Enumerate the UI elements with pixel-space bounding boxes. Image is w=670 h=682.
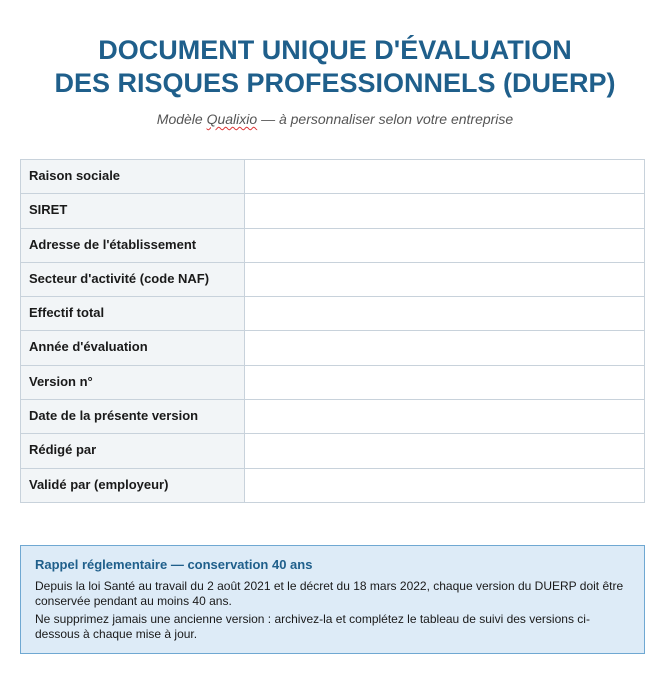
notice-title: Rappel réglementaire — conservation 40 ans	[35, 557, 313, 572]
subtitle-suffix: — à personnaliser selon votre entreprise	[257, 111, 514, 127]
field-value[interactable]	[245, 365, 645, 399]
document-subtitle	[0, 110, 670, 128]
field-label: SIRET	[21, 194, 245, 228]
field-value[interactable]	[245, 228, 645, 262]
subtitle-brand: Qualixio	[206, 111, 258, 127]
title-line-1: DOCUMENT UNIQUE D'ÉVALUATION	[98, 35, 572, 65]
table-row	[21, 468, 645, 502]
table-row	[21, 365, 645, 399]
table-row	[21, 400, 645, 434]
field-label: Adresse de l'établissement	[21, 228, 245, 262]
document-title	[0, 34, 670, 100]
table-row	[21, 262, 645, 296]
field-value[interactable]	[245, 160, 645, 194]
field-value[interactable]	[245, 400, 645, 434]
subtitle-prefix: Modèle	[156, 111, 207, 127]
table-row	[21, 331, 645, 365]
notice-paragraph-2: Ne supprimez jamais une ancienne version : archivez-la et complétez le tableau de suivi des versions ci-dessous à chaque mise à jour.	[35, 612, 590, 641]
table-row	[21, 160, 645, 194]
field-value[interactable]	[245, 331, 645, 365]
field-value[interactable]	[245, 434, 645, 468]
regulatory-notice	[20, 545, 645, 654]
field-value[interactable]	[245, 468, 645, 502]
field-label: Date de la présente version	[21, 400, 245, 434]
field-value[interactable]	[245, 262, 645, 296]
table-row	[21, 297, 645, 331]
field-value[interactable]	[245, 297, 645, 331]
table-row	[21, 228, 645, 262]
field-label: Année d'évaluation	[21, 331, 245, 365]
table-row	[21, 194, 645, 228]
field-label: Validé par (employeur)	[21, 468, 245, 502]
field-value[interactable]	[245, 194, 645, 228]
field-label: Version n°	[21, 365, 245, 399]
field-label: Rédigé par	[21, 434, 245, 468]
title-line-2: DES RISQUES PROFESSIONNELS (DUERP)	[54, 68, 616, 98]
notice-paragraph-1: Depuis la loi Santé au travail du 2 août 2021 et le décret du 18 mars 2022, chaque version du DUERP doit être conservée pendant au moins 40 ans.	[35, 579, 624, 608]
field-label: Effectif total	[21, 297, 245, 331]
company-info-table	[20, 159, 645, 503]
field-label: Secteur d'activité (code NAF)	[21, 262, 245, 296]
table-row	[21, 434, 645, 468]
field-label: Raison sociale	[21, 160, 245, 194]
